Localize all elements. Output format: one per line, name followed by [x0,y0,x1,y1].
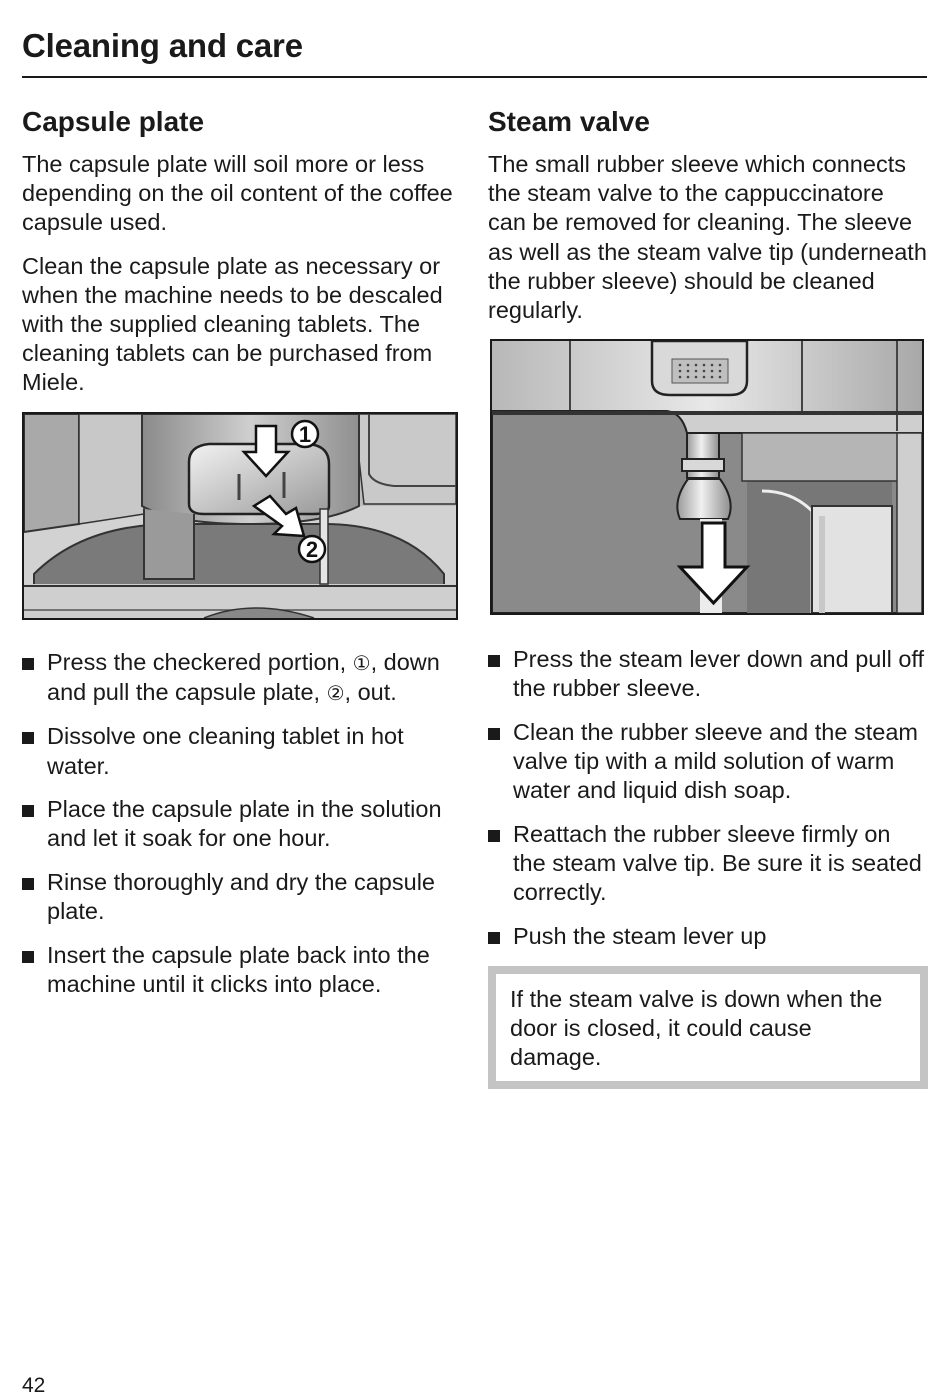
callout-1-label: 1 [298,421,312,447]
step-text-part: Press the checkered portion, [47,648,353,675]
list-item [22,941,460,999]
step-text: Clean the rubber sleeve and the steam valve tip with a mild solution of warm water and liquid dish soap. [513,719,918,804]
step-text: Push the steam lever up [513,923,767,950]
list-item [488,820,928,908]
bullet-square-icon [488,655,500,667]
callout-2-label: 2 [305,536,319,562]
steam-valve-illustration [490,339,924,615]
steam-valve-drawing [492,341,922,613]
bullet-square-icon [22,732,34,744]
steam-valve-steps [488,645,928,951]
steam-valve-intro: The small rubber sleeve which connects the steam valve to the cappuccinatore can be removed for cleaning. The sleeve as well as the steam valve tip (underneath the rubber sleeve) should be cleaned regularly. [488,151,927,324]
capsule-plate-intro: The capsule plate will soil more or less depending on the oil content of the coffee capsule used. [22,151,453,236]
list-item [22,795,460,853]
list-item [22,722,460,780]
bullet-square-icon [22,805,34,817]
steam-valve-section [488,104,928,1089]
bullet-square-icon [22,951,34,963]
bullet-square-icon [488,830,500,842]
circled-2-icon: ② [326,680,345,705]
step-text: Dissolve one cleaning tablet in hot water. [47,723,404,779]
bullet-square-icon [488,932,500,944]
list-item [22,648,460,708]
page-title: Cleaning and care [22,27,303,64]
list-item [22,868,460,926]
page-number: 42 [22,1374,46,1397]
step-text-part: , out. [344,678,397,705]
page-header [22,26,927,66]
step-text: Rinse thoroughly and dry the capsule plate. [47,869,435,925]
step-text: Reattach the rubber sleeve firmly on the steam valve tip. Be sure it is seated correctly. [513,821,922,906]
list-item [488,718,928,806]
step-text: Press the steam lever down and pull off the rubber sleeve. [513,646,925,702]
step-text: Insert the capsule plate back into the machine until it clicks into place. [47,941,430,998]
steam-valve-heading: Steam valve [488,106,650,137]
warning-note: If the steam valve is down when the door is closed, it could cause damage. [488,966,928,1090]
capsule-plate-illustration [22,412,458,620]
circled-1-icon: ① [352,650,371,675]
capsule-plate-section [22,104,460,1014]
step-text: Place the capsule plate in the solution and let it soak for one hour. [47,796,442,852]
bullet-square-icon [22,878,34,890]
bullet-square-icon [22,658,34,670]
list-item [488,645,928,703]
step-text-part: , down and pull the capsule plate, [47,648,440,705]
capsule-plate-steps [22,648,460,1000]
capsule-plate-heading: Capsule plate [22,106,205,137]
capsule-plate-drawing [24,414,456,618]
capsule-plate-cleaning-info: Clean the capsule plate as necessary or when the machine needs to be descaled with the supplied cleaning tablets. The cleaning tablets can be purchased from Miele. [22,252,443,396]
bullet-square-icon [488,728,500,740]
list-item [488,922,928,951]
header-rule [22,76,927,78]
